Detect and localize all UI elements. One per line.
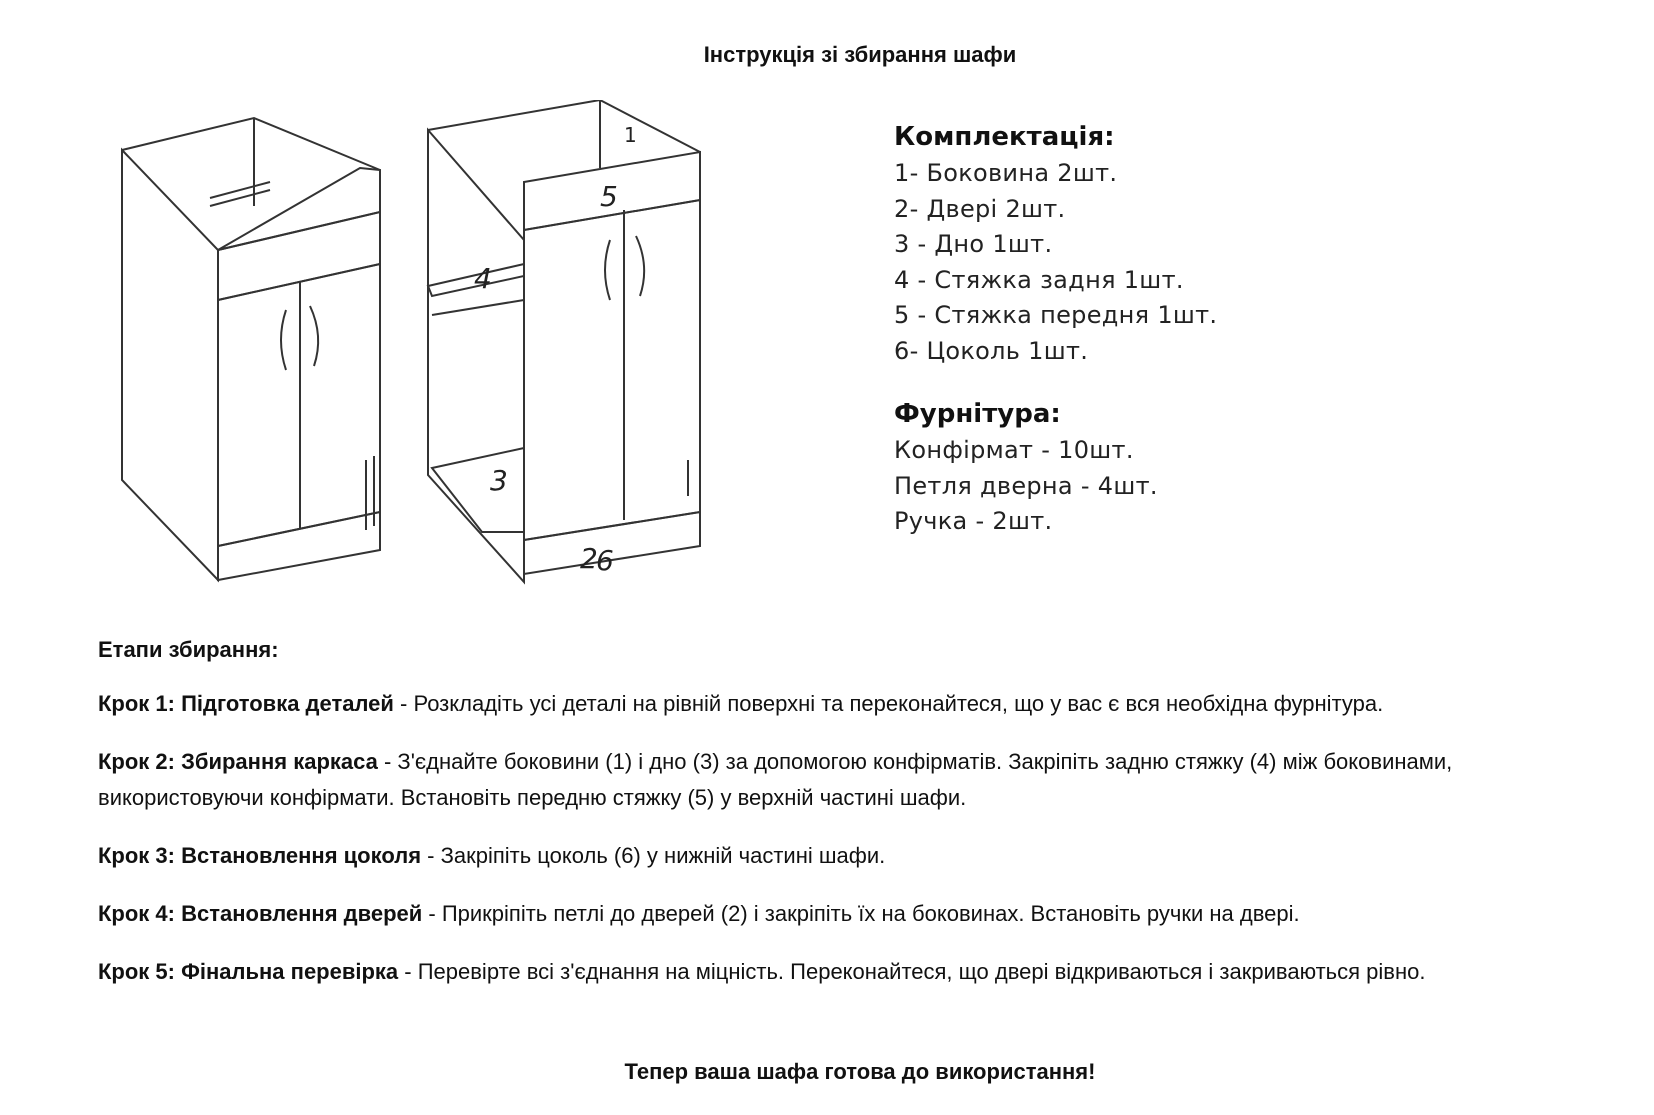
labeled-cabinet bbox=[428, 100, 700, 582]
cabinet1-top-rail bbox=[218, 168, 380, 250]
step-label: Крок 5: Фінальна перевірка bbox=[98, 959, 399, 984]
step-2 bbox=[98, 744, 1598, 816]
step-label: Крок 2: Збирання каркаса bbox=[98, 749, 378, 774]
label-1: 1 bbox=[624, 123, 637, 147]
step-text: - Розкладіть усі деталі на рівній поверхні та переконайтеся, що у вас є вся необхідна фурнітура. bbox=[393, 691, 1384, 716]
parts-item: 6- Цоколь 1шт. bbox=[894, 336, 1089, 365]
label-5: 5 bbox=[600, 180, 618, 213]
cabinet1-handle-left bbox=[281, 310, 286, 370]
label-4: 4 bbox=[474, 262, 492, 295]
label-2: 2 bbox=[580, 542, 598, 575]
step-label: Крок 3: Встановлення цоколя bbox=[98, 843, 422, 868]
step-label: Крок 4: Встановлення дверей bbox=[98, 901, 423, 926]
assembly-steps bbox=[98, 632, 1598, 1012]
step-text: - З'єднайте боковини (1) і дно (3) за допомогою конфірматів. Закріпіть задню стяжку (4) між боковинами, використовуючи конфірмати. Встановіть передню стяжку (5) у верхній частині шафи. bbox=[98, 749, 1453, 810]
label-3: 3 bbox=[490, 464, 508, 497]
label-6: 6 bbox=[596, 544, 614, 577]
cabinet2-doors bbox=[524, 200, 700, 540]
parts-list bbox=[894, 122, 1217, 540]
parts-item: 3 - Дно 1шт. bbox=[894, 230, 1053, 258]
final-note: Тепер ваша шафа готова до використання! bbox=[624, 1059, 1096, 1084]
step-1 bbox=[98, 686, 1598, 722]
hardware-item: Ручка - 2шт. bbox=[894, 507, 1053, 535]
step-label: Крок 1: Підготовка деталей bbox=[98, 691, 394, 716]
hardware-heading: Фурнітура: bbox=[894, 399, 1061, 429]
hardware-item: Петля дверна - 4шт. bbox=[894, 471, 1158, 500]
cabinet-drawings bbox=[110, 100, 770, 590]
cabinet2-back-bar-line bbox=[432, 300, 524, 315]
cabinet1-back-bar bbox=[210, 182, 270, 198]
hardware-item: Конфірмат - 10шт. bbox=[894, 436, 1134, 464]
step-text: - Прикріпіть петлі до дверей (2) і закріпіть їх на боковинах. Встановіть ручки на двері. bbox=[422, 901, 1300, 926]
assembled-cabinet bbox=[122, 118, 380, 580]
parts-item: 4 - Стяжка задня 1шт. bbox=[894, 265, 1184, 294]
cabinet2-top-edge bbox=[428, 100, 700, 152]
cabinet1-left-side bbox=[122, 150, 218, 580]
step-text: - Закріпіть цоколь (6) у нижній частині шафи. bbox=[421, 843, 886, 868]
parts-item: 1- Боковина 2шт. bbox=[894, 159, 1118, 187]
cabinet2-bottom bbox=[432, 448, 524, 532]
step-3 bbox=[98, 838, 1598, 874]
cabinet1-top-edge bbox=[122, 118, 380, 170]
parts-heading: Комплектація: bbox=[894, 122, 1115, 152]
cabinet-illustrations bbox=[110, 100, 770, 590]
step-4 bbox=[98, 896, 1598, 932]
cabinet1-handle-right bbox=[310, 306, 318, 366]
document-title: Інструкція зі збирання шафи bbox=[703, 42, 1017, 67]
cabinet2-handle-left bbox=[605, 240, 610, 300]
stages-heading: Етапи збирання: bbox=[98, 637, 279, 662]
cabinet2-left-side bbox=[428, 130, 524, 582]
parts-item: 2- Двері 2шт. bbox=[894, 194, 1066, 223]
step-5 bbox=[98, 954, 1598, 990]
cabinet1-back-bar-2 bbox=[210, 190, 270, 206]
cabinet2-handle-right bbox=[636, 236, 644, 296]
step-text: - Перевірте всі з'єднання на міцність. Переконайтеся, що двері відкриваються і закриваються рівно. bbox=[398, 959, 1426, 984]
parts-item: 5 - Стяжка передня 1шт. bbox=[894, 301, 1218, 329]
